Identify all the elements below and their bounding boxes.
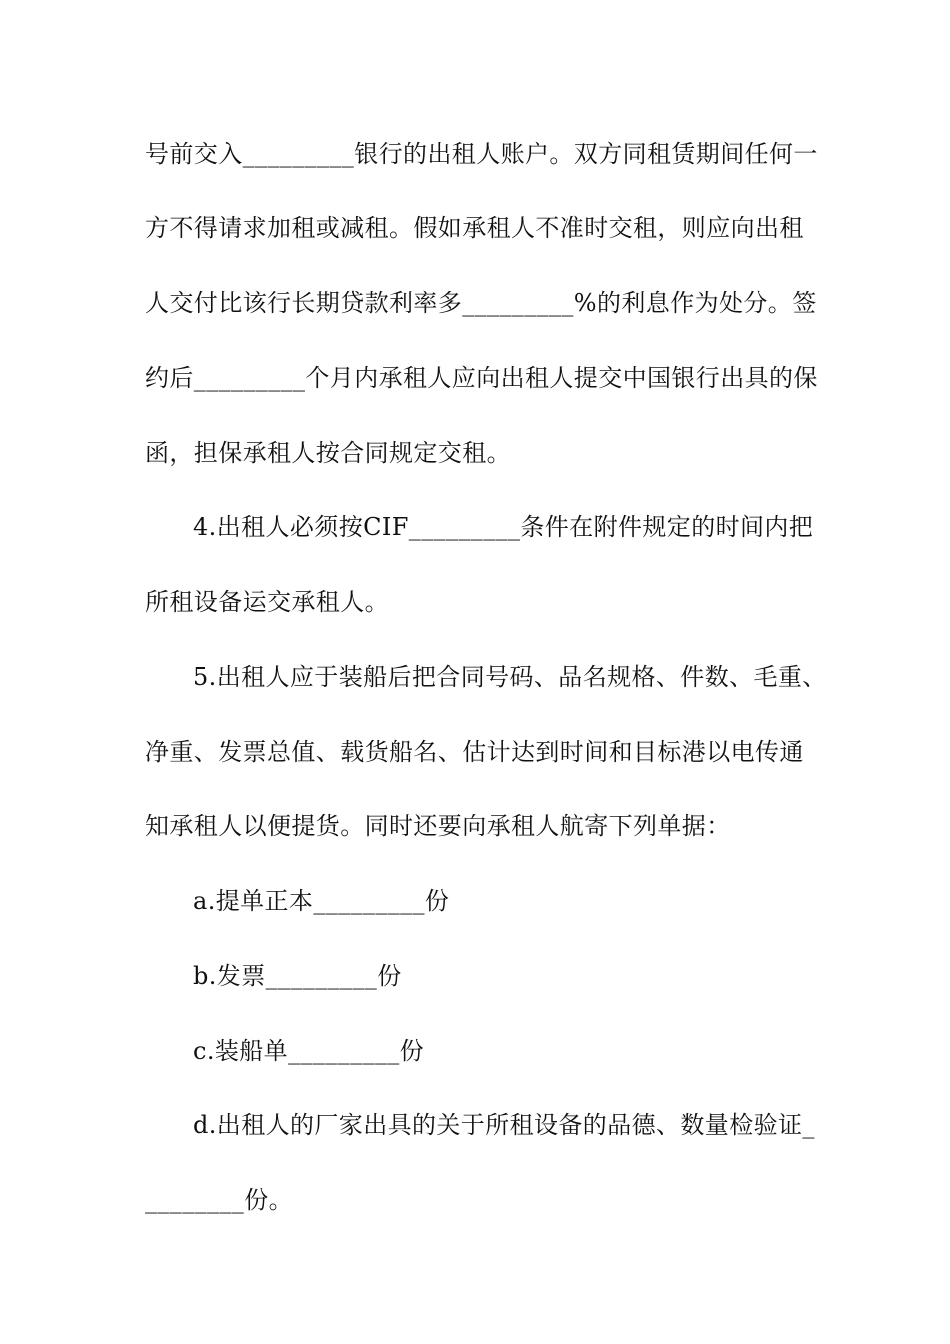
paragraph-line: 号前交入_________银行的出租人账户。双方同租赁期间任何一 [145,140,818,168]
paragraph-line: ________份。 [145,1186,293,1214]
list-item-a: a.提单正本_________份 [193,887,450,915]
list-item-b: b.发票_________份 [193,962,402,990]
list-item-d: d.出租人的厂家出具的关于所租设备的品德、数量检验证_ [193,1111,815,1139]
paragraph-line: 知承租人以便提货。同时还要向承租人航寄下列单据： [145,812,731,840]
paragraph-line: 约后_________个月内承租人应向出租人提交中国银行出具的保 [145,364,818,392]
paragraph-line: 净重、发票总值、载货船名、估计达到时间和目标港以电传通 [145,738,804,766]
clause-4-line: 4.出租人必须按CIF_________条件在附件规定的时间内把 [193,513,814,541]
paragraph-line: 人交付比该行长期贷款利率多_________%的利息作为处分。签 [145,289,817,317]
paragraph-line: 函，担保承租人按合同规定交租。 [145,439,511,467]
paragraph-line: 所租设备运交承租人。 [145,588,389,616]
paragraph-line: 方不得请求加租或减租。假如承租人不准时交租，则应向出租 [145,214,804,242]
clause-5-line: 5.出租人应于装船后把合同号码、品名规格、件数、毛重、 [193,663,827,691]
list-item-c: c.装船单_________份 [193,1037,425,1065]
